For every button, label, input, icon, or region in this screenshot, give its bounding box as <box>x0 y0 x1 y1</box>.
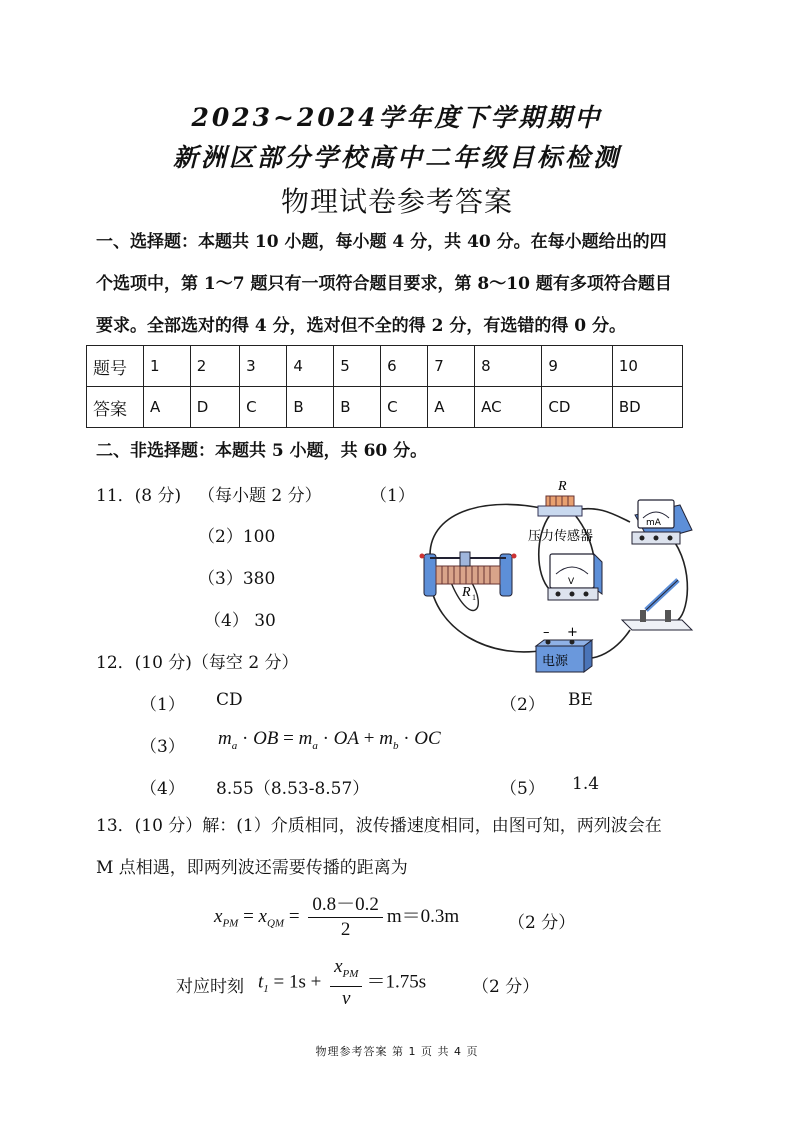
q12-part4-answer: 8.55（8.53-8.57） <box>216 779 370 799</box>
answer-cell: A <box>144 387 191 428</box>
table-row <box>87 387 683 428</box>
answer-cell: C <box>381 387 428 428</box>
question-number: 1 <box>144 346 191 387</box>
pressure-sensor <box>538 496 582 516</box>
answer-cell: B <box>334 387 381 428</box>
answer-cell: D <box>190 387 239 428</box>
voltmeter-label: V <box>568 577 575 587</box>
q11-part2: （2）100 <box>198 527 276 547</box>
answer-cell: CD <box>542 387 612 428</box>
eq2-prefix: 对应时刻 <box>176 977 244 997</box>
switch <box>622 580 692 630</box>
exam-school-title: 新洲区部分学校高中二年级目标检测 <box>172 143 621 172</box>
eq1-score: （2 分） <box>508 913 576 933</box>
eq2-score: （2 分） <box>472 977 540 997</box>
q11-note: （每小题 2 分） <box>198 486 322 506</box>
question-number: 5 <box>334 346 381 387</box>
power-supply-label: 电源 <box>542 654 569 669</box>
q13-line1: 13．(10 分）解：(1）介质相同，波传播速度相同，由图可知，两列波会在 <box>96 816 662 836</box>
q12-part1-number: （1） <box>140 695 185 715</box>
q12-part1-answer: CD <box>216 690 243 710</box>
table-answer-label: 答案 <box>87 387 144 428</box>
plus-terminal-label: + <box>567 625 578 640</box>
eq1-result: m＝0.3m <box>386 905 460 927</box>
table-header-label: 题号 <box>87 346 144 387</box>
question-number: 8 <box>475 346 542 387</box>
q11-label: 11．(8 分) <box>96 486 182 506</box>
q12-part4-number: （4） <box>140 779 185 799</box>
milliammeter <box>632 500 692 544</box>
momentum-equation: $m_a$ · OB = $m_a$ · OA + $m_b$ · OC <box>218 728 441 752</box>
sensor-r-label: R <box>558 479 567 494</box>
answer-cell: C <box>240 387 287 428</box>
sensor-label: 压力传感器 <box>528 529 594 544</box>
answer-cell: B <box>287 387 334 428</box>
question-number: 7 <box>428 346 475 387</box>
time-equation: $t_1 = 1s$ + $\frac{x_{PM}}{v}$ ＝1.75s <box>258 956 427 1009</box>
voltmeter <box>548 554 602 600</box>
q12-part3-number: （3） <box>140 737 185 757</box>
answer-cell: BD <box>612 387 682 428</box>
page-footer: 物理参考答案 第 1 页 共 4 页 <box>315 1045 479 1058</box>
question-number: 9 <box>542 346 612 387</box>
exam-year-title: 2023~2024学年度下学期期中 <box>191 103 603 132</box>
question-number: 10 <box>612 346 682 387</box>
question-number: 2 <box>190 346 239 387</box>
answer-cell: AC <box>475 387 542 428</box>
q12-label: 12．(10 分)（每空 2 分） <box>96 653 299 673</box>
q11-part4: （4） 30 <box>204 611 276 631</box>
section1-line1: 一、选择题：本题共 10 小题，每小题 4 分，共 40 分。在每小题给出的四 <box>96 232 667 252</box>
q13-line2: M 点相遇，即两列波还需要传播的距离为 <box>96 858 408 878</box>
table-row <box>87 346 683 387</box>
q11-part1: （1） <box>370 486 415 506</box>
distance-equation: $x_{PM} = x_{QM}$ = $\frac{0.8-0.2}{2}$ m＝0.3m <box>214 894 460 940</box>
question-number: 6 <box>381 346 428 387</box>
q12-part2-number: （2） <box>500 695 545 715</box>
section2-heading: 二、非选择题：本题共 5 小题，共 60 分。 <box>96 441 428 461</box>
rheostat-label: R <box>462 585 471 600</box>
q12-part5-number: （5） <box>500 779 545 799</box>
q12-part5-answer: 1.4 <box>572 774 600 794</box>
answer-table <box>86 345 683 428</box>
circuit-diagram <box>410 470 700 685</box>
answer-cell: A <box>428 387 475 428</box>
q12-part2-answer: BE <box>568 690 593 710</box>
minus-terminal-label: – <box>543 625 550 640</box>
rheostat-subscript: 1 <box>472 593 476 602</box>
eq2-result: ＝1.75s <box>366 971 427 993</box>
eq1-denominator: 2 <box>340 919 351 940</box>
milliammeter-label: mA <box>646 518 661 528</box>
eq1-numerator: 0.8－0.2 <box>308 893 383 918</box>
section1-line2: 个选项中，第 1～7 题只有一项符合题目要求，第 8～10 题有多项符合题目 <box>96 274 672 294</box>
page-title: 物理试卷参考答案 <box>280 185 513 218</box>
section1-line3: 要求。全部选对的得 4 分，选对但不全的得 2 分，有选错的得 0 分。 <box>96 316 626 336</box>
question-number: 3 <box>240 346 287 387</box>
q11-part3: （3）380 <box>198 569 276 589</box>
question-number: 4 <box>287 346 334 387</box>
